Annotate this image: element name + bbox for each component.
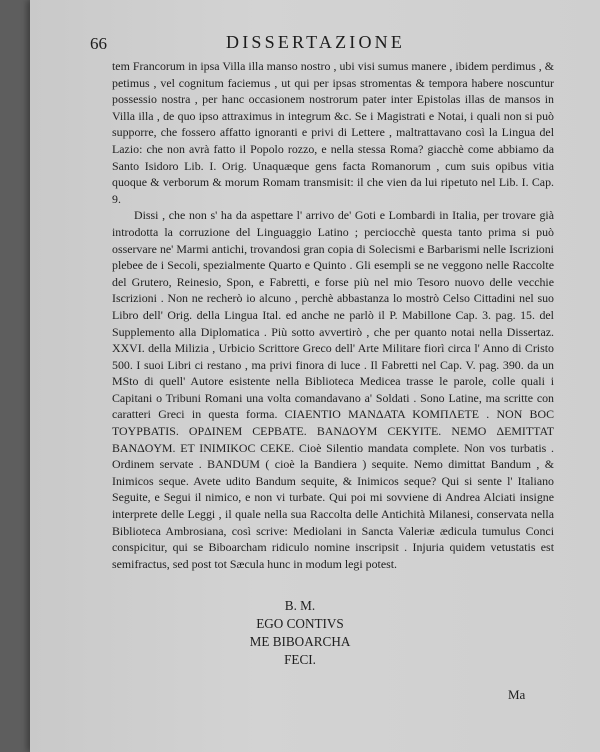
paragraph: tem Francorum in ipsa Villa illa manso nostro , ubi visi sumus manere , ibidem perdimus , & petimus , vel cognitum faciemus , ut qui per ipsas stromentas & tempora habere noscuntur possessio nostra , per hanc occasionem nostrorum pater inter Epistolas illas de mansos in Villa illa , de quo ipso attraximus in integrum &c. Se i Magistrati e Notai, i quali non si può supporre, che fossero affatto ignoranti e privi di Lettere , maltrattavano così la Lingua del Lazio: che non avrà fatto il Popolo rozzo, e nella stessa Roma? giacchè come abbiamo da Santo Isidoro Lib. I. Orig. Unaquæque gens facta Romanorum , cum suis opibus vitia quoque & verborum & morum Romam transmisit: il che vien da lui ripetuto nel Lib. I. Cap. 9. <box>112 59 554 206</box>
inscription-line: EGO CONTIVS <box>256 616 344 631</box>
page-number: 66 <box>90 34 107 53</box>
inscription-line: FECI. <box>284 652 316 667</box>
body-text <box>112 58 554 572</box>
paragraph: Dissi , che non s' ha da aspettare l' arrivo de' Goti e Lombardi in Italia, per trovare già introdotta la corruzione del Linguaggio Latino ; perciocchè questa tanto prima si può osservare ne' Marmi antichi, trovandosi gran copia di Solecismi e Barbarismi nelle Iscrizioni plebee de i Secoli, spezialmente Quarto e Quinto . Gli esempli se ne veggono nelle Raccolte del Grutero, Reinesio, Spon, e Fabretti, e forse più nel mio Tesoro nuovo delle vecchie Iscrizioni . Non ne recherò io alcuno , perchè abbastanza lo mostrò Celso Cittadini nel suo Libro dell' Orig. della Lingua Ital. ed anche ne parlò il P. Mabillone Cap. 3. pag. 15. del Supplemento alla Diplomatica . Più sotto avvertirò , che per quanto notai nella Dissertaz. XXVI. della Milizia , Urbicio Scrittore Greco dell' Arte Militare fiorì circa l' Anno di Cristo 500. I suoi Libri ci restano , ma privi finora di luce . Il Fabretti nel Cap. V. pag. 390. da un MSto di quell' Autore esistente nella Biblioteca Medicea trasse le parole, colle quali i Capitani o Tribuni Romani una volta comandavano a' Soldati . Sono Latine, ma scritte con caratteri Greci in questa forma. CIAENTIO MANΔATA KOMΠΛETE . NON BOC TOYPBATIS. OPΔINEM CEPBATE. BANΔOYM CEKYITE. NEMO ΔEMITTAT BANΔOYM. ET INIMIKOC CEKE. Cioè Silentio mandata complete. Non vos turbatis . Ordinem servate . BANDUM ( cioè la Bandiera ) sequite. Nemo dimittat Bandum , & Inimicos seque. Avete udito Bandum sequite, & Inimicos seque? Qui si sente l' Italiano Seguite, e Segui il nimico, e non vi turbate. Qui poi mi sovviene di Andrea Alciati insigne interprete delle Leggi , il quale nella sua Raccolta delle Antichità Milanesi, conservata nella Biblioteca Ambrosiana, così scrive: Mediolani in Sancta Valeriæ ædicula tumulus Conci conspicitur, qui se Biboarcham ridiculo nomine inscripsit . Injuria quidem vetustatis est semifractus, sed post tot Sæcula hunc in modum legi potest. <box>112 208 554 571</box>
running-title: DISSERTAZIONE <box>226 32 406 52</box>
catchword: Ma <box>508 687 526 702</box>
inscription-line: B. M. <box>284 598 316 613</box>
inscription-line: ME BIBOARCHA <box>249 634 351 649</box>
